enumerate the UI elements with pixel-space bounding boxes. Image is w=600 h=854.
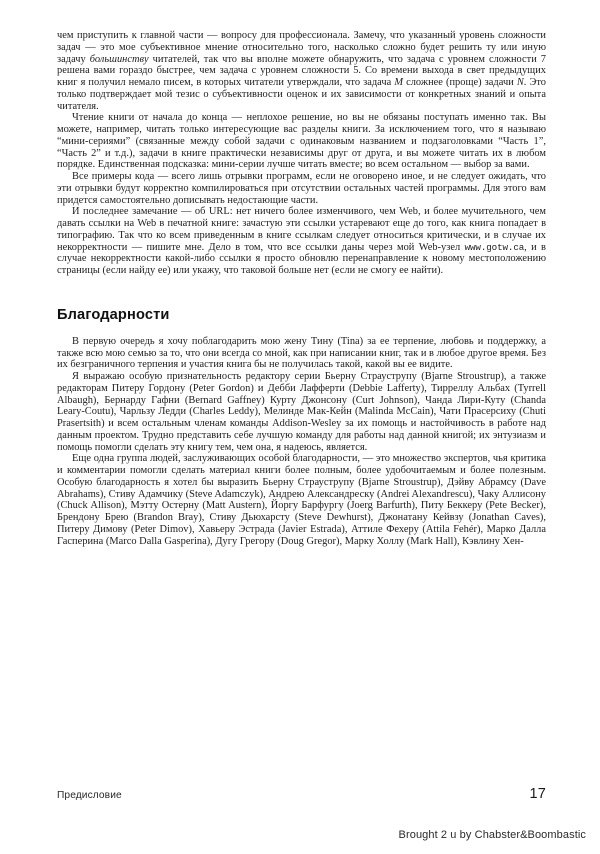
spacer bbox=[57, 324, 546, 336]
italic-run: N bbox=[516, 77, 524, 88]
page-content bbox=[57, 30, 546, 547]
section-heading: Благодарности bbox=[57, 306, 170, 323]
paragraph: чем приступить к главной части — вопросу для профессионала. Замечу, что указанный уровень сложности задач — это мое субъективное мнение относительно того, насколько сложно будет решить ту или иную задачу большинству читателей, так что вы вполне можете обнаружить, что задача с уровнем сложности 7 решена вами гораздо быстрее, чем задача с уровнем сложности 5. Со времени выхода в свет предыдущих книг я получил немало писем, в которых читатели утверждали, что задача M сложнее (проще) задачи N. Это только подтверждает мой тезис о субъективности оценок и их зависимости от конкретных знаний и опыта читателя. bbox=[57, 30, 546, 112]
paragraph: Еще одна группа людей, заслуживающих особой благодарности, — это множество экспертов, чья критика и комментарии помогли сделать материал книги более полным, более удобочитаемым и более полезным. Особую благодарность я хотел бы выразить Бьерну Страуструпу (Bjarne Stroustrup), Дэйву Абрамсу (Dave Abrahams), Стиву Адамчику (Steve Adamczyk), Андрею Александреску (Andrei Alexandrescu), Чаку Аллисону (Chuck Allison), Мэтту Остерну (Matt Austern), Йоргу Барфургу (Joerg Barfurth), Питу Беккеру (Pete Becker), Брендону Брею (Brandon Bray), Стиву Дьюхарсту (Steve Dewhurst), Джонатану Кейвзу (Jonathan Caves), Питеру Димову (Peter Dimov), Хавьеру Эстрада (Javier Estrada), Аттиле Фехеру (Attila Fehér), Марко Далла Гасперина (Marco Dalla Gasperina), Дугу Грегору (Doug Gregor), Марку Холлу (Mark Hall), Кэвлину Хен- bbox=[57, 453, 546, 547]
italic-run: M bbox=[394, 77, 404, 88]
url-text: www.gotw.ca bbox=[464, 241, 525, 253]
paragraph: И последнее замечание — об URL: нет ничего более изменчивого, чем Web, и более мучительного, чем давать ссылки на Web в печатной книге: зачастую эти ссылки устаревают еще до того, как книга попадает в типографию. Так что ко всем приведенным в книге ссылкам следует относиться критически, и в случае их некорректности — пишите мне. Дело в том, что все ссылки даны через мой Web-узел www.gotw.ca, и в случае некорректности какой-либо ссылки я просто обновлю перенаправление к новому местоположению страницы (если найду ее) или укажу, что таковой больше нет (если не смогу ее найти). bbox=[57, 206, 546, 276]
page-footer bbox=[57, 786, 546, 806]
footer-page-number: 17 bbox=[529, 786, 546, 802]
paragraph: Я выражаю особую признательность редактору серии Бьерну Страуструпу (Bjarne Stroustrup), а также редакторам Питеру Гордону (Peter Gordon) и Дебби Лафферти (Debbie Lafferty), Тирреллу Альбах (Tyrrell Albaugh), Бернарду Гафни (Bernard Gaffney) Курту Джонсону (Curt Johnson), Чанда Лири-Куту (Chanda Leary-Coutu), Чарльзу Ледди (Charles Leddy), Мелинде Мак-Кейн (Malinda McCain), Чати Прасерсиху (Chuti Prasertsith) и всем остальным членам команды Addison-Wesley за их помощь и настойчивость в работе над данным проектом. Трудно представить себе лучшую команду для работы над данной книгой; их энтузиазм и помощь помогли сделать эту книгу тем, чем она, я надеюсь, является. bbox=[57, 371, 546, 453]
spacer bbox=[57, 277, 546, 307]
watermark: Brought 2 u by Chabster&Boombastic bbox=[398, 829, 586, 841]
paragraph: Чтение книги от начала до конца — неплохое решение, но вы не обязаны поступать именно так. Вы можете, например, читать только интересующие вас разделы книги. За исключением того, что я называю “мини-сериями” (связанные между собой задачи с одинаковым названием и подзаголовками “Часть 1”, “Часть 2” и т.д.), задачи в книге практически независимы друг от друга, и вы можете читать их в любом порядке. Единственная подсказка: мини-серии лучше читать вместе; во всем остальном — выбор за вами. bbox=[57, 112, 546, 171]
footer-chapter-label: Предисловие bbox=[57, 790, 122, 801]
paragraph: Все примеры кода — всего лишь отрывки программ, если не оговорено иное, и не следует ожидать, что эти отрывки будут корректно компилироваться при отсутствии остальных частей программы. Для этого вам придется самостоятельно дописывать недостающие части. bbox=[57, 171, 546, 206]
italic-run: большинству bbox=[89, 53, 149, 65]
paragraph: В первую очередь я хочу поблагодарить мою жену Тину (Tina) за ее терпение, любовь и поддержку, а также всю мою семью за то, что они всегда со мной, как при написании книг, так и в любое другое время. Без их безграничного терпения и участия книга бы не получилась такой, какой вы ее видите. bbox=[57, 335, 546, 371]
